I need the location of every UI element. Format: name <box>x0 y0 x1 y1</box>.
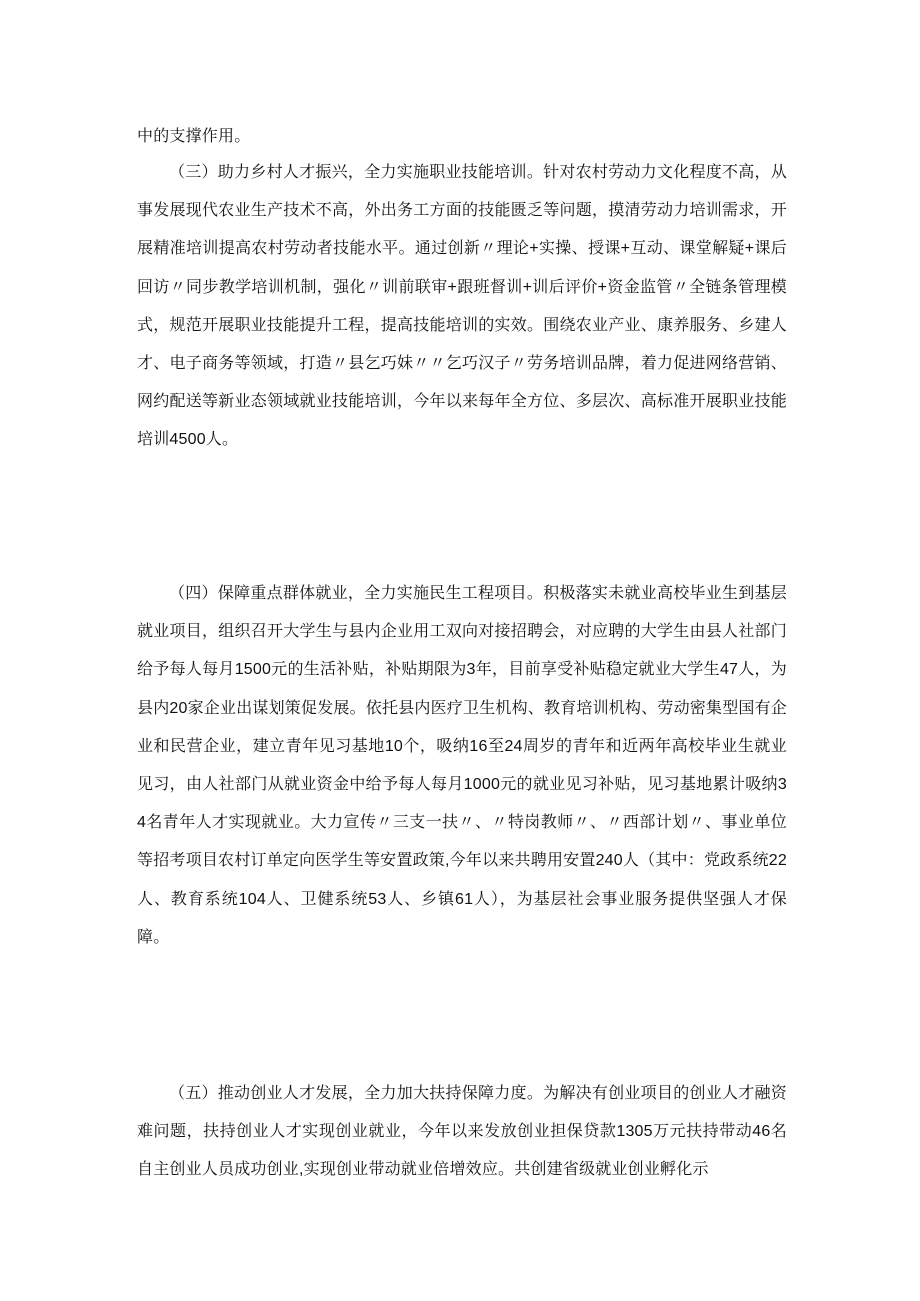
paragraph-section-3: （三）助力乡村人才振兴，全力实施职业技能培训。针对农村劳动力文化程度不高，从事发展现代农业生产技术不高，外出务工方面的技能匮乏等问题，摸清劳动力培训需求，开展精准培训提高农村劳动者技能水平。通过创新〃理论+实操、授课+互动、课堂解疑+课后回访〃同步教学培训机制，强化〃训前联审+跟班督训+训后评价+资金监管〃全链条管理模式，规范开展职业技能提升工程，提高技能培训的实效。围绕农业产业、康养服务、乡建人才、电子商务等领域，打造〃县乞巧妹〃〃乞巧汉子〃劳务培训品牌，着力促进网络营销、网约配送等新业态领域就业技能培训，今年以来每年全方位、多层次、高标准开展职业技能培训4500人。 <box>137 164 787 449</box>
paragraph-continuation: 中的支撑作用。 <box>137 128 251 145</box>
paragraph-section-4: （四）保障重点群体就业，全力实施民生工程项目。积极落实未就业高校毕业生到基层就业项目，组织召开大学生与县内企业用工双向对接招聘会，对应聘的大学生由县人社部门给予每人每月1500元的生活补贴，补贴期限为3年，目前享受补贴稳定就业大学生47人，为县内20家企业出谋划策促发展。依托县内医疗卫生机构、教育培训机构、劳动密集型国有企业和民营企业，建立青年见习基地10个，吸纳16至24周岁的青年和近两年高校毕业生就业见习，由人社部门从就业资金中给予每人每月1000元的就业见习补贴，见习基地累计吸纳34名青年人才实现就业。大力宣传〃三支一扶〃、〃特岗教师〃、〃西部计划〃、事业单位等招考项目农村订单定向医学生等安置政策,今年以来共聘用安置240人（其中：党政系统22人、教育系统104人、卫健系统53人、乡镇61人），为基层社会事业服务提供坚强人才保障。 <box>137 585 787 946</box>
paragraph-section-5: （五）推动创业人才发展，全力加大扶持保障力度。为解决有创业项目的创业人才融资难问题，扶持创业人才实现创业就业，今年以来发放创业担保贷款1305万元扶持带动46名自主创业人员成功创业,实现创业带动就业倍增效应。共创建省级就业创业孵化示 <box>137 1085 787 1179</box>
